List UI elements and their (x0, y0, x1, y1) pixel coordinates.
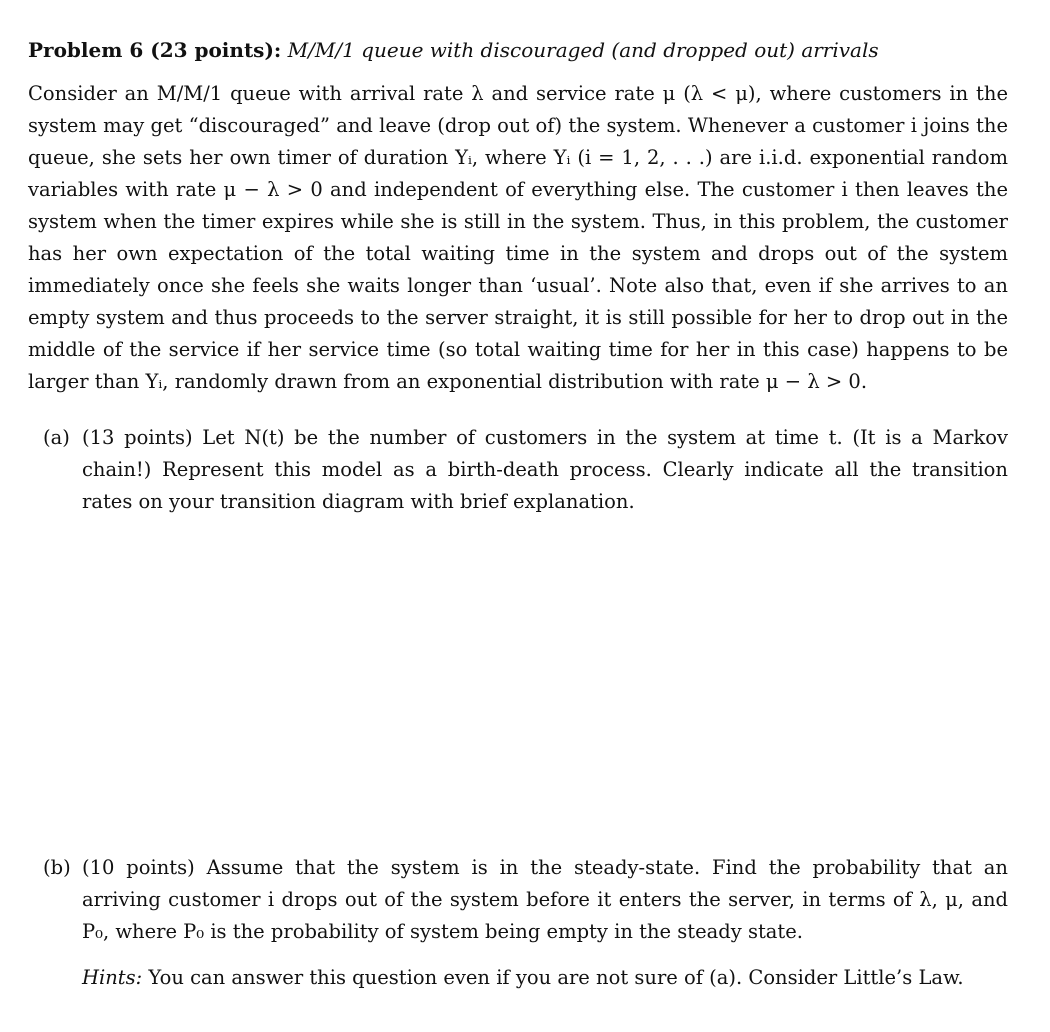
part-b-text: (10 points) Assume that the system is in the steady-state. Find the probability that an arriving customer i drops out of the system before it enters the server, in terms of λ, μ, and P₀, where P₀ is the probability of system being empty in the steady state. (82, 856, 1008, 943)
problem-heading: Problem 6 (23 points): (28, 38, 282, 62)
hint (82, 962, 1008, 994)
part-a (43, 422, 1008, 518)
part-b-label: (b) (43, 856, 71, 879)
problem-intro: Consider an M/M/1 queue with arrival rate λ and service rate μ (λ < μ), where customers in the system may get “discouraged” and leave (drop out of) the system. Whenever a customer i joins the queue, she sets her own timer of duration Yᵢ, where Yᵢ (i = 1, 2, . . .) are i.i.d. exponential random variables with rate μ − λ > 0 and independent of everything else. The customer i then leaves the system when the timer expires while she is still in the system. Thus, in this problem, the customer has her own expectation of the total waiting time in the system and drops out of the system immediately once she feels she waits longer than ‘usual’. Note also that, even if she arrives to an empty system and thus proceeds to the server straight, it is still possible for her to drop out in the middle of the service if her service time (so total waiting time for her in this case) happens to be larger than Yᵢ, randomly drawn from an exponential distribution with rate μ − λ > 0. (28, 82, 1008, 393)
part-a-text: (13 points) Let N(t) be the number of customers in the system at time t. (It is a Markov chain!) Represent this model as a birth-death process. Clearly indicate all the transition rates on your transition diagram with brief explanation. (82, 426, 1008, 513)
problem-title (28, 34, 1018, 66)
problem-subtitle: M/M/1 queue with discouraged (and dropped out) arrivals (287, 38, 879, 62)
hint-text: You can answer this question even if you are not sure of (a). Consider Little’s Law. (148, 966, 964, 989)
part-a-label: (a) (43, 426, 70, 449)
hint-label: Hints: (82, 966, 143, 989)
part-b (43, 852, 1008, 948)
